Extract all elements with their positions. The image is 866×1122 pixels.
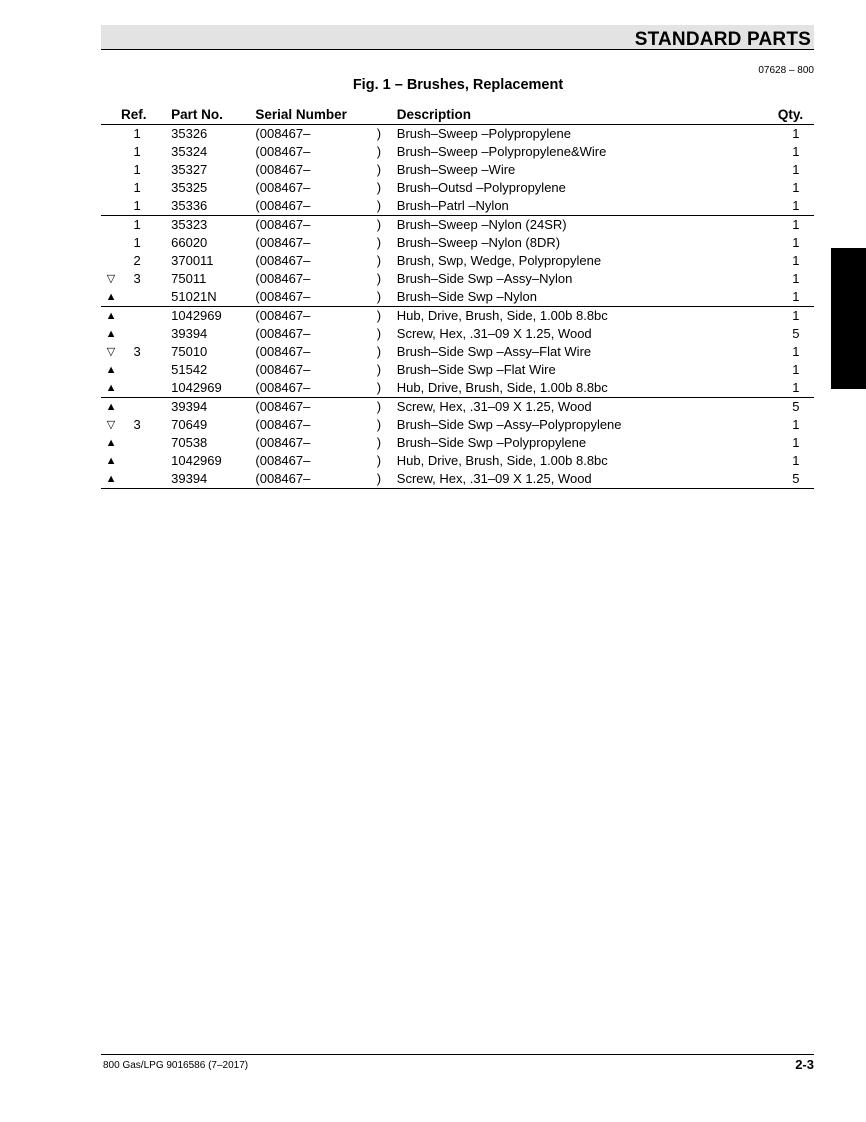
serial-close-cell: ) [376, 180, 382, 195]
page-title: STANDARD PARTS [634, 29, 811, 50]
ref-cell [121, 470, 153, 489]
part-number-cell: 35325 [171, 180, 208, 195]
table-row [101, 179, 814, 197]
qty-cell: 1 [778, 288, 814, 307]
serial-close-cell: ) [376, 126, 382, 141]
serial-close-cell: ) [377, 379, 397, 398]
qty-cell: 5 [792, 399, 800, 414]
qty-cell: 1 [792, 453, 800, 468]
description-cell: Brush–Side Swp –Flat Wire [396, 362, 556, 377]
serial-number-cell: (008467– [255, 435, 311, 450]
serial-number-cell: (008467– [255, 126, 311, 141]
ref-cell: 1 [133, 217, 141, 232]
footer-divider [101, 1054, 814, 1055]
serial-number-cell: (008467– [255, 162, 311, 177]
table-row [101, 398, 814, 417]
serial-number-cell: (008467– [255, 288, 376, 307]
serial-close-cell: ) [376, 144, 382, 159]
table-row [101, 379, 814, 398]
mark-header [101, 106, 121, 125]
serial-close-cell: ) [377, 288, 397, 307]
serial-close-cell: ) [376, 235, 382, 250]
qty-cell: 1 [792, 253, 800, 268]
qty-cell: 5 [792, 326, 800, 341]
serial-close-cell: ) [376, 399, 382, 414]
qty-cell: 1 [792, 271, 800, 286]
part-number-cell: 66020 [171, 235, 208, 250]
part-number-cell: 75011 [171, 271, 207, 286]
serial-number-cell: (008467– [255, 399, 311, 414]
row-marker-icon: ▲ [105, 455, 117, 467]
serial-number-cell: (008467– [255, 379, 376, 398]
row-marker-icon: ▲ [105, 310, 117, 322]
description-cell: Screw, Hex, .31–09 X 1.25, Wood [396, 399, 592, 414]
part-number-cell: 75010 [171, 344, 208, 359]
qty-cell: 1 [792, 180, 800, 195]
ref-cell [121, 307, 153, 326]
serial-close-cell: ) [376, 253, 382, 268]
ref-cell: 1 [133, 180, 141, 195]
table-row [101, 197, 814, 216]
page-number: 2-3 [795, 1057, 814, 1072]
description-cell: Brush–Sweep –Polypropylene&Wire [396, 144, 607, 159]
serial-number-cell: (008467– [255, 144, 311, 159]
serial-number-cell: (008467– [255, 235, 311, 250]
table-row [101, 325, 814, 343]
description-cell: Brush–Sweep –Nylon (24SR) [396, 217, 567, 232]
description-cell: Brush–Patrl –Nylon [397, 197, 778, 216]
row-marker-icon: ▽ [106, 346, 116, 358]
ref-cell: 1 [133, 126, 141, 141]
row-marker-icon [101, 179, 121, 197]
row-marker-icon: ▲ [105, 364, 117, 376]
ref-cell: 2 [133, 253, 141, 268]
header-bar [101, 25, 814, 50]
row-marker-icon: ▲ [101, 288, 121, 307]
part-number-cell: 51542 [171, 362, 208, 377]
ref-cell [121, 379, 153, 398]
serial-close-cell: ) [376, 362, 382, 377]
row-marker-icon: ▲ [105, 437, 117, 449]
description-cell: Brush, Swp, Wedge, Polypropylene [396, 253, 602, 268]
row-marker-icon: ▲ [101, 379, 121, 398]
serial-close-cell: ) [376, 271, 382, 286]
description-cell: Screw, Hex, .31–09 X 1.25, Wood [397, 470, 778, 489]
qty-header: Qty. [778, 106, 814, 125]
serial-number-cell: (008467– [255, 271, 311, 286]
description-cell: Brush–Side Swp –Polypropylene [396, 435, 587, 450]
part-number-cell: 70538 [171, 435, 208, 450]
serial-close-cell: ) [376, 308, 382, 323]
table-row [101, 161, 814, 179]
serial-close-cell: ) [376, 435, 382, 450]
ref-cell [121, 361, 153, 379]
table-row [101, 434, 814, 452]
serial-number-cell: (008467– [255, 308, 311, 323]
qty-cell: 1 [792, 417, 800, 432]
table-row [101, 125, 814, 144]
serial-number-cell: (008467– [255, 344, 311, 359]
table-row [101, 234, 814, 252]
row-marker-icon: ▽ [106, 273, 116, 285]
serial-number-cell: (008467– [255, 253, 311, 268]
qty-cell: 1 [792, 162, 800, 177]
row-marker-icon [101, 252, 121, 270]
row-marker-icon [101, 234, 121, 252]
qty-cell: 5 [778, 470, 814, 489]
part-number-cell: 370011 [171, 253, 214, 268]
description-cell: Brush–Sweep –Polypropylene [396, 126, 571, 141]
serial-number-cell: (008467– [255, 362, 311, 377]
serial-header: Serial Number [255, 106, 376, 125]
ref-cell: 1 [133, 144, 141, 159]
ref-cell: 3 [133, 271, 141, 286]
table-row [101, 416, 814, 434]
ref-cell [121, 325, 153, 343]
figure-title: Fig. 1 – Brushes, Replacement [352, 77, 564, 93]
row-marker-icon [101, 197, 121, 216]
part-header: Part No. [153, 106, 255, 125]
part-number-cell: 39394 [171, 399, 208, 414]
part-number-cell: 39394 [171, 326, 208, 341]
description-cell: Brush–Side Swp –Nylon [397, 288, 778, 307]
serial-number-cell: (008467– [255, 197, 376, 216]
description-cell: Hub, Drive, Brush, Side, 1.00b 8.8bc [396, 308, 608, 323]
part-number-cell: 1042969 [171, 453, 222, 468]
ref-cell [121, 288, 153, 307]
table-row [101, 470, 814, 489]
part-number-cell: 35336 [153, 197, 255, 216]
part-number-cell: 35323 [171, 217, 208, 232]
part-number-cell: 51021N [153, 288, 255, 307]
part-number-cell: 1042969 [171, 308, 222, 323]
description-cell: Screw, Hex, .31–09 X 1.25, Wood [396, 326, 592, 341]
description-cell: Brush–Side Swp –Assy–Nylon [396, 271, 573, 286]
row-marker-icon: ▲ [105, 328, 117, 340]
description-cell: Hub, Drive, Brush, Side, 1.00b 8.8bc [396, 453, 608, 468]
description-cell: Hub, Drive, Brush, Side, 1.00b 8.8bc [397, 379, 778, 398]
serial-number-cell: (008467– [255, 417, 311, 432]
description-header: Description [397, 106, 778, 125]
table-row [101, 270, 814, 288]
row-marker-icon [101, 216, 121, 235]
row-marker-icon [101, 161, 121, 179]
parts-table [101, 106, 814, 489]
table-row [101, 143, 814, 161]
row-marker-icon [101, 125, 121, 144]
serial-close-cell: ) [376, 217, 382, 232]
table-row [101, 288, 814, 307]
table-row [101, 216, 814, 235]
doc-number: 07628 – 800 [758, 65, 814, 76]
qty-cell: 1 [792, 217, 800, 232]
qty-cell: 1 [792, 362, 800, 377]
serial-number-cell: (008467– [255, 217, 311, 232]
part-number-cell: 39394 [153, 470, 255, 489]
qty-cell: 1 [792, 144, 800, 159]
description-cell: Brush–Outsd –Polypropylene [396, 180, 566, 195]
qty-cell: 1 [792, 435, 800, 450]
qty-cell: 1 [792, 126, 800, 141]
part-number-cell: 70649 [171, 417, 208, 432]
qty-cell: 1 [792, 344, 800, 359]
part-number-cell: 35324 [171, 144, 208, 159]
qty-cell: 1 [792, 235, 800, 250]
serial-close-cell: ) [377, 470, 397, 489]
serial-number-cell: (008467– [255, 180, 311, 195]
description-cell: Brush–Side Swp –Assy–Flat Wire [396, 344, 592, 359]
ref-cell: 3 [133, 417, 141, 432]
part-number-cell: 1042969 [153, 379, 255, 398]
serial-close-cell: ) [376, 326, 382, 341]
parts-table-body [101, 125, 814, 489]
qty-cell: 1 [778, 379, 814, 398]
footer-doc-id: 800 Gas/LPG 9016586 (7–2017) [103, 1060, 249, 1071]
ref-cell [121, 398, 153, 417]
serial-close-cell: ) [377, 197, 397, 216]
serial-close-cell: ) [376, 344, 382, 359]
qty-cell: 1 [778, 197, 814, 216]
description-cell: Brush–Side Swp –Assy–Polypropylene [396, 417, 622, 432]
ref-cell [121, 434, 153, 452]
part-number-cell: 35326 [171, 126, 208, 141]
serial-number-cell: (008467– [255, 326, 311, 341]
table-row [101, 343, 814, 361]
serial-close-cell: ) [376, 417, 382, 432]
ref-cell [121, 452, 153, 470]
ref-cell: 1 [133, 162, 141, 177]
table-header-row [101, 106, 814, 125]
row-marker-icon [101, 143, 121, 161]
serial-number-cell: (008467– [255, 453, 311, 468]
paren-header [377, 106, 397, 125]
table-row [101, 307, 814, 326]
part-number-cell: 35327 [171, 162, 208, 177]
serial-close-cell: ) [376, 453, 382, 468]
table-row [101, 361, 814, 379]
row-marker-icon: ▲ [101, 470, 121, 489]
serial-number-cell: (008467– [255, 470, 376, 489]
row-marker-icon: ▽ [106, 419, 116, 431]
ref-cell: 1 [121, 197, 153, 216]
ref-cell: 1 [133, 235, 141, 250]
serial-close-cell: ) [376, 162, 382, 177]
row-marker-icon: ▲ [105, 401, 117, 413]
table-row [101, 452, 814, 470]
ref-cell: 3 [133, 344, 141, 359]
table-row [101, 252, 814, 270]
ref-header: Ref. [121, 106, 153, 125]
section-tab [831, 248, 866, 389]
qty-cell: 1 [792, 308, 800, 323]
description-cell: Brush–Sweep –Nylon (8DR) [396, 235, 561, 250]
description-cell: Brush–Sweep –Wire [396, 162, 516, 177]
